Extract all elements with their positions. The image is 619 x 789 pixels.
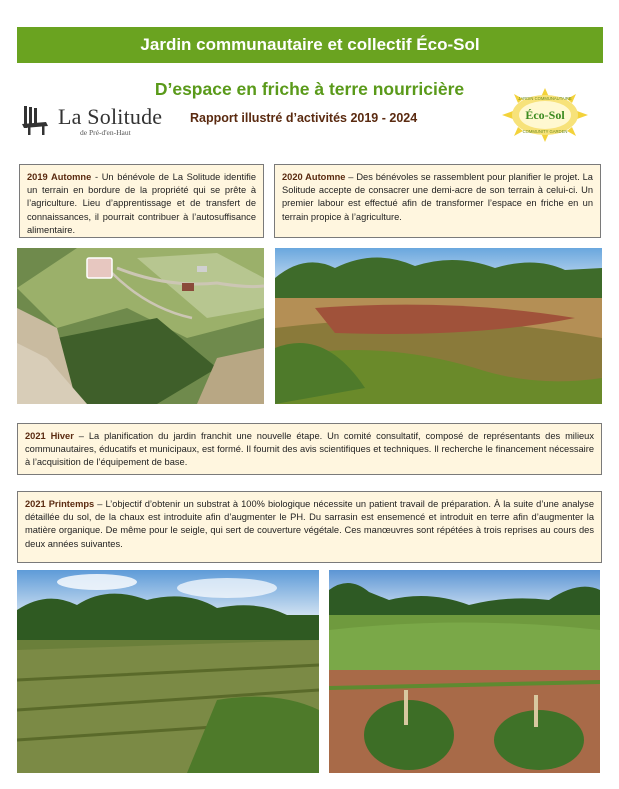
note-heading: 2020 Automne	[282, 172, 346, 182]
note-heading: 2021 Hiver	[25, 431, 74, 441]
sun-logo-icon	[502, 88, 588, 142]
note-text: – Des bénévoles se rassemblent pour planifier le projet. La Solitude accepte de consacrer une demi-acre de son terrain à celui-ci. Un premier labour est effectué afin de transformer l’espace en friche en un terrain propice à l’agriculture.	[282, 172, 593, 222]
la-solitude-tagline: de Pré-d'en-Haut	[80, 128, 131, 137]
note-heading: 2019 Automne	[27, 172, 92, 182]
header-banner	[17, 27, 603, 63]
note-text: - Un bénévole de La Solitude identifie un terrain en bordure de la propriété qui se prête à l’agriculture. Lieu d’apprentissage et de transfert de connaissances, il pourrait contribuer à l’autosuffisance alimentaire.	[27, 172, 256, 235]
logo-text-bottom: COMMUNITY GARDEN	[522, 129, 568, 134]
note-2021-hiver	[17, 423, 602, 475]
field-photo-spring	[17, 570, 319, 773]
chair-icon	[20, 104, 52, 136]
note-2020-automne	[274, 164, 601, 238]
note-2019-automne	[19, 164, 264, 238]
subtitle: D’espace en friche à terre nourricière	[154, 79, 465, 99]
la-solitude-name: La Solitude	[58, 104, 163, 129]
garden-photo-plants	[329, 570, 600, 773]
note-heading: 2021 Printemps	[25, 499, 95, 509]
logo-text-top: JARDIN COMMUNAUTAIRE	[518, 96, 572, 101]
eco-sol-logo	[502, 88, 588, 142]
logo-name: Éco-Sol	[525, 108, 565, 122]
note-text: – L’objectif d’obtenir un substrat à 100% biologique nécessite un patient travail de préparation. À la suite d’une analyse détaillée du sol, de la chaux est introduite afin d’augmenter le PH. Du sarrasin est ensemencé et introduit en terre afin d’augmenter la matière organique. De même pour le seigle, qui sert de couverture végétale. Ces manœuvres sont répétées à trois reprises au cours des deux années suivantes.	[25, 499, 594, 549]
page-title: Jardin communautaire et collectif Éco-Sol	[140, 35, 480, 54]
aerial-map-photo	[17, 248, 264, 404]
report-subtitle: Rapport illustré d’activités 2019 - 2024	[190, 111, 418, 125]
note-text: – La planification du jardin franchit une nouvelle étape. Un comité consultatif, composé de représentants des milieux communautaires, éducatifs et municipaux, est formé. Il fournit des avis scientifiques et techniques. Il recherche le financement nécessaire à l’acquisition de l’équipement de base.	[25, 431, 594, 468]
field-photo-fall	[275, 248, 602, 404]
la-solitude-logo	[20, 104, 170, 138]
note-2021-printemps	[17, 491, 602, 563]
